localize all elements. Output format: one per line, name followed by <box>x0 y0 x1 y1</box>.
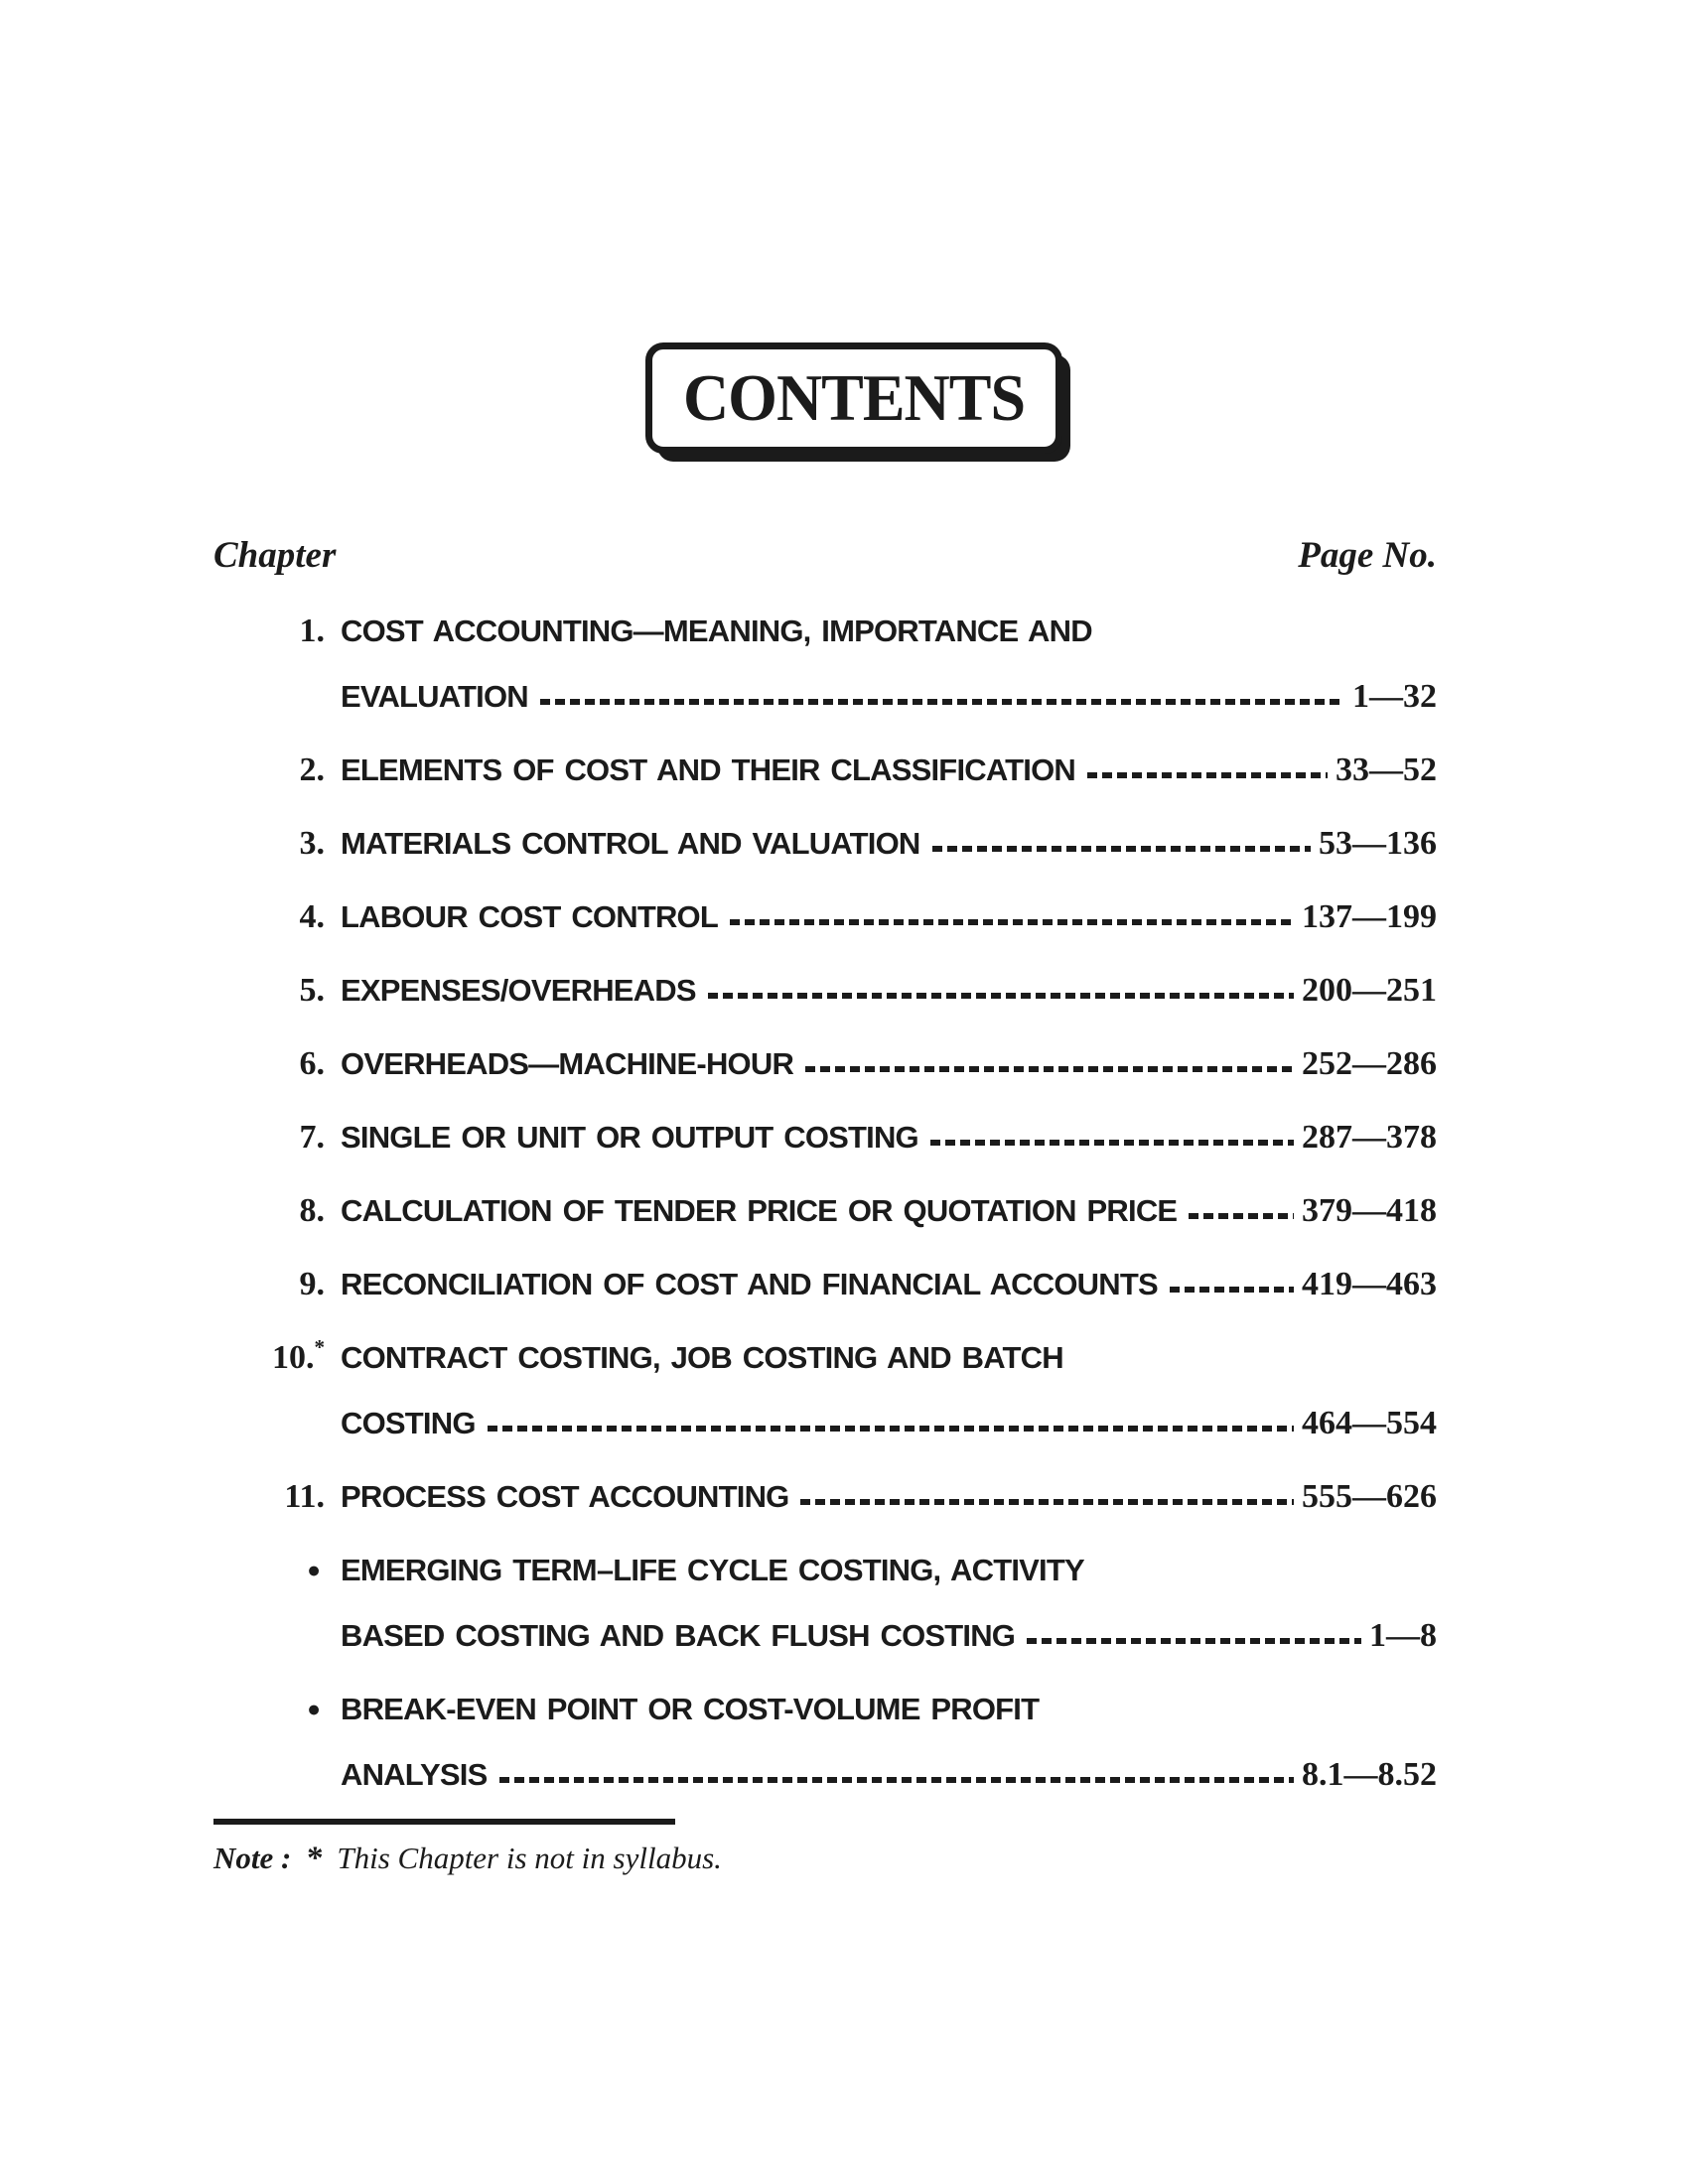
toc-entry <box>341 1690 1437 1729</box>
chapter-title: CALCULATION OF TENDER PRICE OR QUOTATION PRICE <box>341 1193 1178 1228</box>
chapter-column-label: Chapter <box>213 535 337 576</box>
chapter-title: BREAK-EVEN POINT OR COST-VOLUME PROFIT <box>341 1692 1040 1726</box>
toc-item <box>213 1265 1437 1304</box>
chapter-title: RECONCILIATION OF COST AND FINANCIAL ACCOUNTS <box>341 1267 1158 1301</box>
chapter-title: LABOUR COST CONTROL <box>341 899 718 934</box>
chapter-number: 6. <box>299 1045 325 1082</box>
chapter-title: ELEMENTS OF COST AND THEIR CLASSIFICATION <box>341 752 1075 787</box>
chapter-number: 3. <box>299 825 325 862</box>
toc-entry <box>341 1118 1437 1158</box>
toc-row <box>213 1191 1437 1231</box>
page-range: 1—32 <box>1352 678 1437 715</box>
dash-leader <box>1027 1638 1361 1644</box>
dash-leader <box>488 1426 1294 1432</box>
toc-row <box>213 612 1437 651</box>
toc-entry <box>341 1616 1437 1656</box>
footnote-prefix: Note : <box>213 1841 292 1875</box>
column-headers <box>213 534 1437 577</box>
bullet-marker <box>213 1687 325 1729</box>
chapter-number: 10.* <box>272 1335 325 1376</box>
toc-item <box>213 1477 1437 1517</box>
toc-entry <box>341 971 1437 1011</box>
toc-entry <box>341 612 1437 651</box>
page-range: 555—626 <box>1302 1478 1437 1515</box>
chapter-title: CONTRACT COSTING, JOB COSTING AND BATCH <box>341 1340 1063 1375</box>
toc-entry <box>341 1477 1437 1517</box>
bullet-icon: ● <box>307 1558 321 1582</box>
chapter-title: PROCESS COST ACCOUNTING <box>341 1479 789 1514</box>
page-range: 419—463 <box>1302 1266 1437 1302</box>
toc-entry <box>341 1044 1437 1084</box>
chapter-number: 1. <box>299 613 325 649</box>
page-range: 200—251 <box>1302 972 1437 1009</box>
toc-entry <box>341 1191 1437 1231</box>
dash-leader <box>730 919 1294 925</box>
contents-title-box <box>645 342 1062 454</box>
toc-entry <box>341 751 1437 790</box>
footnote-asterisk: * <box>307 1841 324 1876</box>
bullet-marker <box>213 1548 325 1590</box>
toc-item <box>213 612 1437 717</box>
toc-list <box>213 612 1437 1829</box>
chapter-title: MATERIALS CONTROL AND VALUATION <box>341 826 920 861</box>
footnote-text: This Chapter is not in syllabus. <box>337 1841 722 1875</box>
toc-entry <box>341 677 1437 717</box>
chapter-title: COST ACCOUNTING—MEANING, IMPORTANCE AND <box>341 614 1092 648</box>
toc-row <box>213 1335 1437 1378</box>
page-range: 1—8 <box>1369 1617 1437 1654</box>
page-range: 137—199 <box>1302 898 1437 935</box>
toc-row-continuation <box>213 1755 1437 1795</box>
toc-entry <box>341 1404 1437 1443</box>
toc-item <box>213 971 1437 1011</box>
toc-row-continuation <box>213 1616 1437 1656</box>
chapter-title: BASED COSTING AND BACK FLUSH COSTING <box>341 1618 1016 1653</box>
page-title: CONTENTS <box>682 360 1026 435</box>
toc-item <box>213 1690 1437 1795</box>
toc-item <box>213 1335 1437 1443</box>
footnote <box>213 1841 909 1877</box>
footnote-block <box>213 1819 909 1877</box>
page-range: 8.1—8.52 <box>1302 1756 1437 1793</box>
toc-row <box>213 824 1437 864</box>
toc-item <box>213 1191 1437 1231</box>
chapter-number: 7. <box>299 1119 325 1156</box>
toc-item <box>213 1551 1437 1656</box>
dash-leader <box>805 1066 1294 1072</box>
dash-leader <box>1189 1213 1294 1219</box>
chapter-title: SINGLE OR UNIT OR OUTPUT COSTING <box>341 1120 918 1155</box>
page-range: 379—418 <box>1302 1192 1437 1229</box>
toc-item <box>213 897 1437 937</box>
toc-row-continuation <box>213 1404 1437 1443</box>
chapter-title: ANALYSIS <box>341 1757 488 1792</box>
footnote-rule <box>213 1819 675 1825</box>
toc-entry <box>341 1755 1437 1795</box>
dash-leader <box>1170 1287 1294 1293</box>
toc-row-continuation <box>213 677 1437 717</box>
toc-row <box>213 751 1437 790</box>
toc-entry <box>341 897 1437 937</box>
dash-leader <box>499 1777 1295 1783</box>
toc-row <box>213 897 1437 937</box>
page-range: 33—52 <box>1336 751 1437 788</box>
toc-item <box>213 1044 1437 1084</box>
dash-leader <box>932 846 1312 852</box>
toc-item <box>213 824 1437 864</box>
toc-entry <box>341 1338 1437 1378</box>
toc-row <box>213 1690 1437 1729</box>
toc-row <box>213 1551 1437 1590</box>
page-range: 464—554 <box>1302 1405 1437 1441</box>
toc-entry <box>341 1551 1437 1590</box>
toc-row <box>213 1118 1437 1158</box>
chapter-title: EMERGING TERM–LIFE CYCLE COSTING, ACTIVITY <box>341 1553 1084 1587</box>
toc-entry <box>341 1265 1437 1304</box>
chapter-title: COSTING <box>341 1406 476 1440</box>
page-range: 252—286 <box>1302 1045 1437 1082</box>
toc-item <box>213 751 1437 790</box>
chapter-title: OVERHEADS—MACHINE-HOUR <box>341 1046 794 1081</box>
toc-row <box>213 1477 1437 1517</box>
toc-row <box>213 1265 1437 1304</box>
dash-leader <box>800 1499 1294 1505</box>
page-range: 53—136 <box>1319 825 1437 862</box>
chapter-title: EVALUATION <box>341 679 528 714</box>
chapter-number: 11. <box>284 1478 325 1515</box>
dash-leader <box>708 993 1294 999</box>
chapter-number: 5. <box>299 972 325 1009</box>
asterisk-icon: * <box>314 1335 325 1359</box>
chapter-number: 2. <box>299 751 325 788</box>
dash-leader <box>930 1140 1294 1146</box>
chapter-number: 8. <box>299 1192 325 1229</box>
dash-leader <box>540 699 1344 705</box>
chapter-title: EXPENSES/OVERHEADS <box>341 973 696 1008</box>
bullet-icon: ● <box>307 1697 321 1721</box>
chapter-number: 9. <box>299 1266 325 1302</box>
toc-row <box>213 1044 1437 1084</box>
dash-leader <box>1087 772 1328 778</box>
chapter-number: 4. <box>299 898 325 935</box>
page-no-column-label: Page No. <box>1298 535 1437 576</box>
toc-entry <box>341 824 1437 864</box>
toc-row <box>213 971 1437 1011</box>
toc-item <box>213 1118 1437 1158</box>
page-range: 287—378 <box>1302 1119 1437 1156</box>
